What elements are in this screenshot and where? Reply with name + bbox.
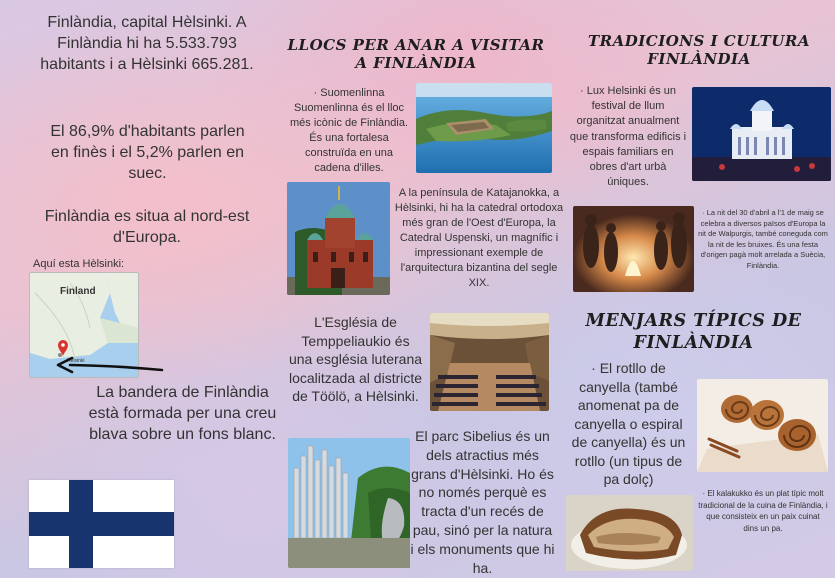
map-country-label: Finland (60, 286, 96, 297)
rotllo-text: · El rotllo de canyella (també anomenat pa de canyella o espiral de canyella) és un rotllo (un tipus de pa dolç) (571, 360, 686, 487)
kalakukko-text: · El kalakukko és un plat típic molt tradicional de la cuina de Finlàndia, i que consisteix en un paix cuinat dins un pa. (698, 489, 828, 533)
food-title: MENJARS TÍPICS DE FINLÀNDIA (585, 311, 802, 353)
temppeliaukio-photo (430, 313, 549, 411)
cinnamon-rolls-photo (697, 379, 828, 472)
suomenlinna-photo (416, 83, 552, 173)
intro-text: Finlàndia, capital Hèlsinki. A Finlàndia hi ha 5.533.793 habitants i a Hèlsinki 665.281. (40, 14, 254, 73)
sibelius-text: El parc Sibelius és un dels atractius més grans d'Hèlsinki. Ho és no només perquè es tracta d'un recés de pau, sinó per la natura i els monuments que hi ha. (410, 428, 555, 576)
lux-helsinki-photo (692, 87, 831, 181)
languages-text: El 86,9% d'habitants parlen en finès i el 5,2% parlen en suec. (50, 123, 245, 182)
uspenski-photo (287, 182, 390, 295)
walpurgis-photo (573, 206, 694, 292)
finland-flag (29, 480, 174, 568)
map-city-label: Helsinki (67, 358, 85, 364)
places-title: LLOCS PER ANAR A VISITAR A FINLÀNDIA (287, 36, 545, 72)
lux-text: · Lux Helsinki és un festival de llum organitzat anualment que transforma edificis i espais familiars en obres d'art urbà úniques. (569, 85, 687, 189)
location-text: Finlàndia es situa al nord-est d'Europa. (44, 208, 250, 246)
flag-description: La bandera de Finlàndia està formada per una creu blava sobre un fons blanc. (88, 384, 277, 443)
map-caption: Aquí esta Hèlsinki: (33, 258, 125, 270)
kalakukko-photo (566, 495, 693, 571)
uspenski-text: A la península de Katajanokka, a Hèlsinki, hi ha la catedral ortodoxa més gran de l'Oest d'Europa, la Catedral Uspenski, un magnífic i impressionant exemple de l'arquitectura bizantina del segle XIX. (394, 187, 564, 289)
sibelius-photo (288, 438, 410, 568)
suomenlinna-text: · Suomenlinna Suomenlinna és el lloc més icònic de Finlàndia. És una fortalesa construïda en una cadena d'illes. (289, 87, 408, 174)
temppeliaukio-text: L'Església de Temppeliaukio és una església luterana localitzada al districte de Töölö, a Hèlsinki. (288, 314, 423, 404)
walpurgis-text: · La nit del 30 d'abril a l'1 de maig se celebra a diversos països d'Europa la nit de Walpurgis, també coneguda com la nit de les bruixes. És una festa d'origen pagà molt arrelada a Suècia, Finlàndia. (698, 208, 828, 270)
traditions-title: TRADICIONS I CULTURA FINLÀNDIA (587, 32, 810, 68)
arrow-left-icon (50, 352, 170, 382)
